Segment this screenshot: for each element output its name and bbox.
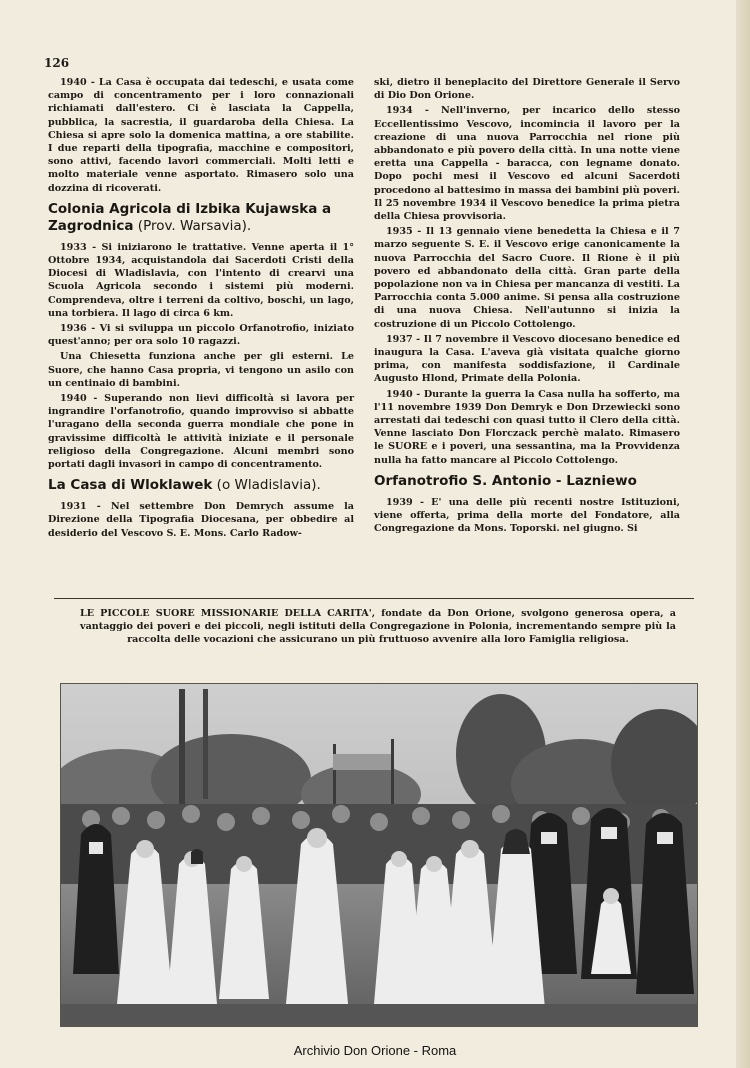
paragraph: 1937 - Il 7 novembre il Vescovo diocesano benedice ed inaugura la Casa. L'aveva già visitata qualche giorno prima, con manifesta soddisfazione, il Cardinale Augusto Hlond, Primate della Polonia.: [374, 333, 680, 385]
archive-footer: Archivio Don Orione - Roma: [293, 1043, 457, 1058]
paragraph: 1940 - Durante la guerra la Casa nulla ha sofferto, ma l'11 novembre 1939 Don Demryk e Don Drzewiecki sono arrestati dai tedeschi con quasi tutto il Clero della città. Venne lasciato Don Florczack perchè malato. Rimasero le SUORE e i poveri, una sessantina, ma la Provvidenza nulla ha fatto mancare al Piccolo Cottolengo.: [374, 388, 680, 466]
procession-photo: [60, 683, 698, 1027]
heading-paren: (Prov. Warsavia).: [133, 217, 252, 234]
page-number: 126: [44, 56, 70, 70]
heading-main: Colonia Agricola di Izbika Kujawska a Zagrodnica: [48, 200, 332, 234]
heading-paren: (o Wladislavia).: [212, 477, 321, 494]
section-heading-wloklawek: [48, 477, 354, 494]
paragraph: Una Chiesetta funziona anche per gli esterni. Le Suore, che hanno Casa propria, vi tengono un asilo con un centinaio di bambini.: [48, 351, 354, 389]
paragraph: ski, dietro il beneplacito del Direttore Generale il Servo di Dio Don Orione.: [374, 77, 680, 102]
divider: [54, 598, 694, 599]
paragraph: 1931 - Nel settembre Don Demrych assume la Direzione della Tipografia Diocesana, per obbedire al desiderio del Vescovo S. E. Mons. Carlo Radow-: [48, 501, 354, 539]
section-heading-lazniewo: Orfanotrofio S. Antonio - Lazniewo: [374, 472, 637, 489]
paragraph: 1933 - Si iniziarono le trattative. Venne aperta il 1° Ottobre 1934, acquistandola dai Sacerdoti Cristi della Diocesi di Wladislavia, con l'intento di crearvi una Scuola Agricola secondo i sistemi più moderni. Comprendeva, oltre i terreni da coltivo, boschi, un lago, una torbiera. Il lago di circa 6 km.: [48, 241, 354, 319]
heading-main: La Casa di Wloklawek: [48, 477, 213, 494]
paragraph: 1936 - Vi si sviluppa un piccolo Orfanotrofio, iniziato quest'anno; per ora solo 10 ragazzi.: [48, 323, 354, 348]
paragraph: 1939 - E' una delle più recenti nostre Istituzioni, viene offerta, prima della morte del Fondatore, alla Congregazione da Mons. Toporski. nel giugno. Si: [374, 496, 680, 535]
paragraph: 1940 - Superando non lievi difficoltà si lavora per ingrandire l'orfanotrofio, quando improvviso si abbatte l'uragano della seconda guerra mondiale che pone in gravissime difficoltà le attività iniziate e il personale religioso della Congregazione. Alcuni membri sono portati dagli invasori in campo di concentramento.: [48, 393, 354, 471]
page-edge: [736, 0, 750, 1068]
section-heading-izbika: [48, 201, 354, 235]
photo-caption: LE PICCOLE SUORE MISSIONARIE DELLA CARITA', fondate da Don Orione, svolgono generosa opera, a vantaggio dei poveri e dei piccoli, negli istituti della Congregazione in Polonia, incrementando sempre più la raccolta delle vocazioni che assicurano un più fruttuoso avvenire alla loro Famiglia religiosa.: [80, 608, 676, 646]
paragraph: 1935 - Il 13 gennaio viene benedetta la Chiesa e il 7 marzo seguente S. E. il Vescovo erige canonicamente la nuova Parrocchia del Sacro Cuore. Il Rione è il più povero ed abbandonato della città. Gran parte della popolazione non va in Chiesa per mancanza di vestiti. La Parrocchia conta 5.000 anime. Si pensa alla costruzione di una nuova Chiesa. Nell'autunno si inizia la costruzione di un Piccolo Cottolengo.: [374, 226, 680, 330]
paragraph: 1940 - La Casa è occupata dai tedeschi, e usata come campo di concentramento per i loro connazionali richiamati dall'estero. Ci è lasciata la Cappella, pubblica, la sacrestia, il guardaroba della Chiesa. La Chiesa si apre solo la domenica mattina, a ore stabilite. I due reparti della tipografia, macchine e compositori, sono attivi, facendo lavori commerciali. Molti letti e molto materiale venne asportato. Rimasero solo una dozzina di ricoverati.: [48, 77, 354, 194]
paragraph: 1934 - Nell'inverno, per incarico dello stesso Eccellentissimo Vescovo, incomincia il lavoro per la creazione di una nuova Parrocchia nel rione più abbandonato e più povero della città. In una notte viene eretta una Cappella - baracca, con legname donato. Dopo pochi mesi il Vescovo ed alcuni Sacerdoti procedono al battesimo in massa dei bambini più poveri. Il 25 novembre 1934 il Vescovo benedice la prima pietra della Chiesa provvisoria.: [374, 105, 680, 223]
left-column: [48, 76, 354, 542]
right-column: [374, 76, 680, 538]
